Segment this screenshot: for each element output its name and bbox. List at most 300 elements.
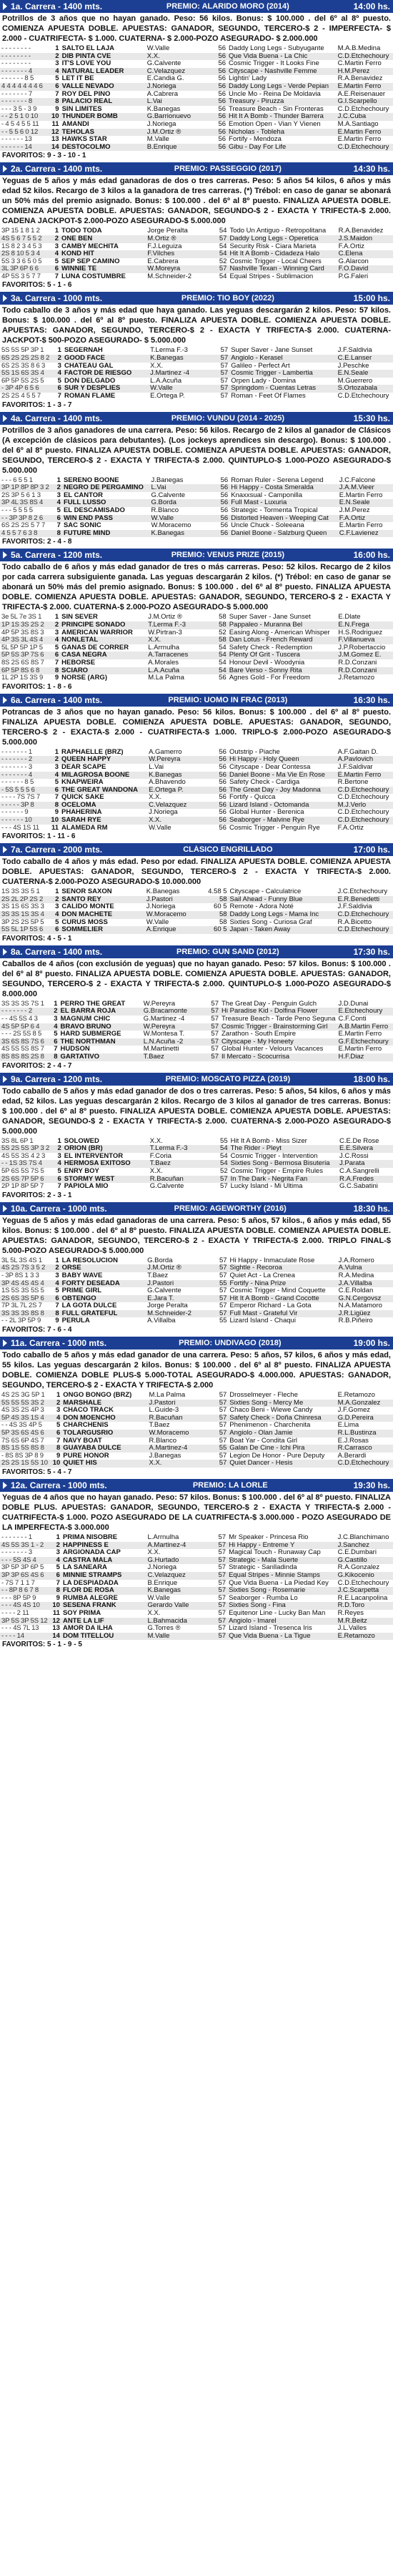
runner-form: 3P 5P 3P 6P 5 [1, 1564, 44, 1572]
runner-weight: 57 [219, 265, 227, 273]
table-row [0, 1295, 393, 1303]
table-row [0, 919, 393, 927]
runner-form: 8S 8S 8S 2S 8 [1, 1053, 44, 1061]
runners-table [0, 614, 393, 682]
runner-name: DEAR SCAPE [61, 763, 106, 771]
runner-form: - - 3P 3P 8 2 6 [1, 514, 43, 522]
runner-pedigree: Galileo - Perfect Art [231, 362, 290, 370]
table-row [0, 1023, 393, 1031]
runner-trainer: R.A.Benavidez [338, 227, 384, 235]
runner-name: ARGIONADA CAP [62, 1549, 121, 1557]
runner-name: EL BARRA ROJA [60, 1008, 116, 1016]
runner-weight: 56 [219, 801, 227, 809]
runner-weight: 56 [218, 128, 227, 136]
runner-number: 14 [52, 1632, 60, 1640]
runner-pedigree: Lizard Island - Tresenca Iris [229, 1625, 312, 1633]
runner-jockey: W.Valle [149, 824, 171, 832]
favorites-line: FAVORITOS: 2 - 3 - 1 [2, 1191, 72, 1199]
runner-pedigree: Strategic - Mala Suerte [229, 1556, 299, 1564]
runner-pedigree: Cityscape - Dear Contessa [229, 763, 311, 771]
table-row [0, 772, 393, 780]
table-row [0, 1445, 393, 1452]
runner-number: 13 [52, 1625, 60, 1633]
race-header [0, 0, 393, 13]
runner-number: 2 [54, 235, 59, 242]
runner-trainer: R.D.Conzani [338, 659, 377, 667]
runner-jockey: G.Borda [147, 1257, 173, 1264]
runner-number: 9 [56, 1594, 60, 1602]
runner-form: 5P 3S 6S 4S 6 [1, 1430, 44, 1437]
arrow-right-icon [3, 697, 7, 704]
runner-trainer: C.Martin Ferro [337, 60, 382, 68]
runner-weight: 56 [219, 824, 227, 832]
runners-table [0, 1392, 393, 1468]
runner-number: 1 [56, 1534, 60, 1541]
runner-jockey: F.J.Leguiza [147, 242, 182, 250]
table-row [0, 265, 393, 273]
runner-pedigree: Cityscape - Calculatrice [229, 888, 302, 896]
race-prize-name: PREMIO: MOSCATO PIZZA (2019) [165, 1074, 291, 1083]
table-row [0, 1302, 393, 1310]
race-section [0, 162, 393, 292]
runner-number: 1 [57, 347, 61, 355]
runner-number: 4 [54, 1023, 58, 1031]
runner-name: SOY PRIMA [62, 1609, 101, 1617]
runner-jockey: W.Valle [151, 514, 174, 522]
runner-form: 1P 1S 3S 2S 2 [1, 621, 44, 629]
runner-jockey: T.Baez [147, 1272, 169, 1279]
runner-weight: 55 [219, 1279, 227, 1287]
runner-weight: 57 [219, 1430, 227, 1437]
table-row [0, 1031, 393, 1038]
runner-pedigree: Il Mercato - Scocurrisa [222, 1053, 290, 1061]
runner-pedigree: Que Vida Buena - La Piedad Key [229, 1579, 329, 1587]
table-row [0, 1016, 393, 1023]
runner-pedigree: Angiolo - Kerasel [231, 355, 283, 363]
runner-trainer: J.C.Scarpetta [337, 1587, 379, 1595]
runner-pedigree: Fortify - Quicca [229, 794, 276, 802]
runner-pedigree: Hit It A Bomb - Cidadeza Halo [229, 250, 320, 258]
runner-number: 13 [51, 136, 59, 144]
runner-pedigree: Distorted Heaven - Weeping Cat [231, 514, 329, 522]
runner-jockey: J.Noriega [147, 1564, 177, 1572]
runner-weight: 56 [220, 522, 229, 530]
table-row [0, 1580, 393, 1588]
runner-pedigree: Daddy Long Legs - Operetica [229, 235, 319, 242]
table-row [0, 98, 393, 106]
runner-form: - - - - - - - - [1, 60, 31, 68]
runner-trainer: E.Martin Ferro [338, 1046, 382, 1053]
runner-pedigree: Equal Stripes - Minnie Stamps [229, 1571, 320, 1579]
runner-number: 8 [54, 801, 59, 809]
runner-number: 2 [54, 756, 59, 764]
runners-table [0, 749, 393, 832]
runner-form: 4P 3S 3L 4S 4 [1, 636, 44, 644]
runner-name: RAPHAELLE (BRZ) [61, 748, 124, 756]
favorites-line: FAVORITOS: 5 - 1 - 6 [2, 281, 72, 290]
runner-number: 7 [55, 90, 59, 98]
runner-jockey: W.Pereyra [143, 1000, 176, 1008]
runner-jockey: Gerardo Valle [147, 1602, 189, 1610]
runner-form: 8S 1S 5S 8S 8 [1, 1445, 44, 1452]
runner-form: - - - - - - 8 5 [1, 779, 34, 787]
runner-number: 4 [54, 771, 59, 779]
runner-weight: 56 [218, 136, 227, 144]
runner-name: GOOD FACE [64, 355, 105, 363]
runner-name: AMERICAN WARRIOR [61, 629, 133, 636]
runner-form: - - - 3 5 - 3 9 [1, 105, 37, 113]
runner-trainer: G.C.Sabatini [339, 1183, 378, 1191]
runner-pedigree: Daddy Long Legs - Verde Pepian [229, 82, 329, 90]
table-row [0, 530, 393, 538]
runner-weight: 57 [218, 1609, 227, 1617]
runner-form: 6S 2S 3S 8 6 3 [1, 362, 46, 370]
runner-weight: 57 [219, 1294, 227, 1302]
runner-name: MINNIE STRAMPS [62, 1571, 122, 1579]
runner-trainer: J.F.Saldivia [337, 347, 372, 355]
runner-form: - - 4S 5S 4 3 [1, 1016, 38, 1023]
race-time: 14:30 hs. [353, 164, 390, 174]
runners-table [0, 477, 393, 538]
runner-number: 4 [54, 250, 59, 258]
runners-table [0, 1534, 393, 1640]
table-row [0, 809, 393, 817]
runner-form: 6S 2S 2S 5 7 7 [1, 522, 46, 530]
favorites-line: FAVORITOS: 1 - 11 - 6 [2, 832, 76, 841]
runner-form: 4S 2S 7S 3 5 2 [1, 1264, 46, 1272]
runner-form: 2P 1P 8P 5P 7 [1, 1183, 44, 1191]
runner-name: SIN LIMITES [61, 105, 102, 113]
runner-name: SOLOWED [64, 1137, 99, 1145]
arrow-right-icon [3, 3, 7, 10]
runner-name: EL CANTOR [63, 491, 104, 499]
runner-jockey: M.La Palma [148, 674, 184, 682]
runner-trainer: E.Dlate [338, 614, 361, 621]
runner-pedigree: Mr Speaker - Princesa Rio [229, 1534, 309, 1541]
table-row [0, 1287, 393, 1295]
runner-jockey: J.Banegas [149, 1452, 181, 1460]
runner-trainer: E.Retamozo [337, 1392, 375, 1400]
runner-weight: 57 [220, 1183, 228, 1191]
runner-number: 7 [54, 1046, 58, 1053]
runner-name: SARAH RYE [61, 817, 101, 825]
runner-trainer: E.N.Frega [338, 621, 369, 629]
runner-trainer: A.F.Gaitan D. [337, 748, 379, 756]
runner-trainer: C.D.Etchechoury [337, 1579, 389, 1587]
race-conditions: Potrillos de 3 años ganadores de una carrera. Peso: 56 kilos. Recargo de 2 kilos al ganador de Clásicos (A excepción de clásicos para debutantes). (Los jockeys aprendices sin descargo). Bonus: $ 100.000 . del 6º al 8º puesto. FINALIZA APUESTA DOBLE. COMIENZA APUESTA DOBLE. APUESTAS: GANADOR, SEGUNDO, TERCERO-$ 2 - EXACTA Y TRIFECTA-$ 2.000. QUINTUPLO-$ 1.000-POZO ASEGURADO-$ 5.000.000 [2, 426, 391, 475]
table-row [0, 1272, 393, 1280]
runner-number: 5 [55, 918, 59, 926]
runner-trainer: R.A.Fredes [339, 1175, 374, 1183]
runner-jockey: G.Barrionuevo [146, 113, 191, 121]
runner-weight: 56 [218, 90, 227, 98]
runner-jockey: X.X. [149, 817, 162, 825]
runner-trainer: C.D.Etchechoury [337, 911, 389, 919]
runner-trainer: S.Ortozabala [337, 385, 378, 393]
runner-weight: 56 [220, 514, 229, 522]
runner-form: - - - - 14 [1, 1632, 24, 1640]
runner-number: 9 [55, 105, 59, 113]
race-conditions: Potrancas de 3 años que no hayan ganado. Peso: 56 kilos. Bonus: $ 100.000 . del 6º al 8º puesto. FINALIZA APUESTA DOBLE. COMIENZA APUESTA DOBLE. APUESTAS: GANADOR, SEGUNDO, TERCERO-$ 2 - EXACTA-$ 2.000 - CUATRIFECTA-$ 1.000. TRIPLO-$ 2.000-POZO ASEGURADO-$ 5.000.000 [2, 707, 391, 747]
runner-weight: 57 [219, 1302, 227, 1310]
race-prize-name: PREMIO: UNDIVAGO (2018) [179, 1339, 282, 1348]
runner-name: QUIET HIS [63, 1460, 97, 1468]
runner-form: 4P 5P 3S 8S 3 [1, 629, 44, 636]
runner-name: PALACIO REAL [61, 98, 113, 106]
runner-pedigree: Nicholas - Tobleha [229, 128, 284, 136]
runner-jockey: E.Ortega P. [150, 393, 185, 400]
runner-name: DESTOCOLMO [61, 143, 111, 151]
runner-trainer: A.Pavlovich [337, 756, 374, 764]
runner-pedigree: Cityscape - My Honeety [222, 1038, 294, 1046]
runner-pedigree: Treasure Beach - Tarde Peno Seguna [222, 1016, 336, 1023]
runner-jockey: C.Velazquez [149, 801, 187, 809]
table-row [0, 484, 393, 492]
runner-form: - - - 4S 1S 11 [1, 824, 39, 832]
runner-jockey: L.Guide-3 [149, 1407, 179, 1415]
runner-trainer: G.I.Scarpello [337, 98, 377, 106]
runner-weight: 54 [219, 250, 227, 258]
table-row [0, 243, 393, 251]
runner-trainer: G.N.Cergovsz [338, 1294, 382, 1302]
runner-number: 2 [55, 895, 59, 903]
runner-name: PRIMA NISOBRE [62, 1534, 118, 1541]
runner-jockey: T.Lerma F.-3 [149, 1145, 188, 1153]
runner-trainer: C.D.Etchechoury [337, 1460, 389, 1468]
table-row [0, 393, 393, 400]
runner-number: 6 [56, 1430, 61, 1437]
table-row [0, 1046, 393, 1053]
runner-trainer: G.Alarcon [338, 257, 369, 265]
table-row [0, 764, 393, 772]
runner-jockey: T.Baez [149, 1160, 171, 1168]
runner-form: - - - - - - - 4 [1, 771, 32, 779]
runner-weight: 57 [219, 1437, 227, 1445]
favorites-line: FAVORITOS: 9 - 3 - 10 - 1 [2, 152, 86, 160]
runner-pedigree: Angiolo - Olan Jamie [229, 1430, 293, 1437]
table-row [0, 1430, 393, 1437]
runner-name: TOLARGUSRIO [63, 1430, 114, 1437]
runner-name: MARSHALE [63, 1399, 102, 1407]
runner-form: - - - - - - - 1 [1, 748, 32, 756]
runner-name: BRAVO BRUNO [60, 1023, 111, 1031]
runner-weight: 56 [220, 499, 229, 507]
runner-number: 2 [57, 1145, 61, 1153]
runner-name: SANTO REY [61, 895, 101, 903]
runner-name: SALTO EL LAJA [61, 45, 114, 52]
runner-trainer: M.J.Verlo [337, 801, 367, 809]
runner-name: SUR Y DESPLIES [64, 385, 121, 393]
arrow-right-icon [3, 165, 7, 172]
runner-name: ENRY BOY [64, 1167, 99, 1175]
runner-trainer: R.L.Bustinza [337, 1430, 377, 1437]
runner-number: 4 [56, 499, 61, 507]
runner-trainer: E.Martin Ferro [337, 82, 382, 90]
runner-form: - - - - - - - 4 [1, 67, 32, 75]
runner-form: - - 4S 3S 4P 5 [1, 1422, 42, 1430]
runner-form: - 4 5 4 5 5 11 [1, 120, 39, 128]
runner-jockey: W.Valle [150, 385, 173, 393]
table-row [0, 273, 393, 281]
runner-form: 3P 5S 3P 5S 12 [1, 1617, 48, 1625]
runner-jockey: F.Vilches [147, 250, 175, 258]
runner-weight: 56 [219, 779, 227, 787]
runner-name: CHARCHENIS [63, 1422, 109, 1430]
runner-pedigree: Bare Verso - Sonny Rita [229, 667, 302, 674]
table-row [0, 1407, 393, 1415]
runner-form: - - - - - - - - [1, 52, 31, 60]
runner-jockey: G.Borda [151, 499, 176, 507]
runner-trainer: J.Retamozo [338, 674, 375, 682]
runner-name: PERRO THE GREAT [60, 1000, 126, 1008]
runner-jockey: W.Moreyra [147, 265, 181, 273]
runner-weight: 56 [218, 75, 227, 83]
race-header [0, 549, 393, 561]
runner-weight: 57 [211, 1016, 219, 1023]
runner-form: 2S 3P 5 6 1 3 [1, 491, 41, 499]
runner-form: 1S 5S 3S 5S 5 [1, 1287, 44, 1295]
runner-form: - - - 5S 4S 4 [1, 1556, 36, 1564]
runner-trainer: C.D.Etchechoury [337, 105, 389, 113]
runner-weight: 57 [218, 1571, 227, 1579]
runner-form: 5S 1S 6S 3S 4 [1, 370, 44, 378]
runner-trainer: R.Reyes [337, 1609, 364, 1617]
race-section [0, 1479, 393, 1651]
runner-form: 1S 3S 3S 5 1 [1, 888, 40, 896]
runner-number: 6 [55, 82, 59, 90]
table-row [0, 802, 393, 810]
runner-name: EL INTERVENTOR [64, 1152, 124, 1160]
runner-trainer: R.A.Benavidez [337, 75, 383, 83]
runner-jockey: G.Bracamonte [143, 1008, 187, 1016]
runner-number: 5 [54, 779, 59, 787]
runner-weight: 57 [220, 385, 229, 393]
runner-pedigree: Roman Ruler - Serena Legend [231, 476, 324, 484]
runner-form: 4 5 5 7 6 3 8 [1, 529, 38, 537]
runner-pedigree: Lightin' Lady [229, 75, 267, 83]
runner-form: - - - 4S 7L 13 [1, 1625, 39, 1633]
race-time: 15:30 hs. [353, 413, 390, 423]
runner-trainer: E.Martin Ferro [337, 771, 382, 779]
runner-number: 12 [51, 128, 59, 136]
runner-jockey: E.Cabrera [147, 257, 179, 265]
runner-pedigree: Hi Happy - Holy Queen [229, 756, 299, 764]
runner-pedigree: Sixties Song - Curiosa Graf [229, 918, 312, 926]
table-row [0, 83, 393, 91]
runner-form: 1S 8 2 3 4 5 3 [1, 242, 42, 250]
runner-pedigree: Magical Touch - Runaway Cap [229, 1549, 321, 1557]
table-row [0, 926, 393, 934]
table-row [0, 896, 393, 904]
table-row [0, 1168, 393, 1176]
runner-number: 1 [56, 1392, 61, 1400]
runner-form: - - - - - - 14 [1, 143, 32, 151]
runner-name: PAPIOLA MIO [64, 1183, 109, 1191]
race-section [0, 1073, 393, 1202]
runner-form: 4 4 4 4 4 4 4 6 [1, 82, 43, 90]
runner-pedigree: Equitenor Line - Lucky Ban Man [229, 1609, 326, 1617]
runner-trainer: E.N.Seale [339, 499, 370, 507]
runner-weight: 57 [211, 1000, 219, 1008]
race-header [0, 1337, 393, 1350]
runner-form: 3L 3P 6P 6 6 [1, 265, 39, 273]
runner-trainer: R.A.Bicetto [337, 918, 372, 926]
runner-trainer: M.Guerrero [337, 377, 373, 385]
runners-table [0, 45, 393, 151]
runner-weight: 52 [220, 1167, 228, 1175]
table-row [0, 227, 393, 235]
race-header [0, 1073, 393, 1086]
runner-name: NONLETAL [61, 636, 99, 644]
table-row [0, 75, 393, 83]
runner-name: GUAYABA DULCE [63, 1445, 121, 1452]
runner-jockey: W.Montesa T. [143, 1031, 185, 1038]
runner-trainer: A.Berardi [337, 1452, 367, 1460]
runner-name: CURUS MOSS [61, 918, 108, 926]
table-row [0, 370, 393, 378]
runner-pedigree: Angiolo - Imarel [229, 1617, 277, 1625]
race-time: 19:30 hs. [353, 1480, 390, 1490]
race-number-distance: 3a. Carrera - 1000 mts. [11, 293, 103, 304]
runner-jockey: X.X. [149, 1460, 162, 1468]
runner-number: 4 [54, 636, 59, 644]
race-conditions: Potrillos de 3 años que no hayan ganado. Peso: 56 kilos. Bonus: $ 100.000 . del 6º al 8º puesto. COMIENZA APUESTA DOBLE. APUESTAS: GANADOR, SEGUNDO, TERCERO-$ 2 - IMPERFECTA- $ 2.000 - CUATRIFECTA- $ 1.000. CUATERNA- $ 2.000-POZO ASEGURADO- $ 2.000.000 [2, 14, 391, 43]
runner-name: CASA NEGRA [61, 652, 107, 659]
runner-jockey: Jorge Peralta [147, 1302, 188, 1310]
race-section [0, 412, 393, 549]
runner-weight: 56 [218, 60, 227, 68]
runner-trainer: H.M.Perez [337, 67, 370, 75]
race-prize-name: PREMIO: PASSEGGIO (2017) [174, 164, 282, 174]
runner-number: 14 [51, 143, 59, 151]
table-row [0, 144, 393, 152]
runner-jockey: J.Noriega [146, 903, 176, 911]
runner-pedigree: Drosselmeyer - Fleche [229, 1392, 298, 1400]
runner-weight: 56 [219, 748, 227, 756]
runner-number: 6 [55, 1294, 59, 1302]
runner-pedigree: Treasury - Piruzza [229, 98, 284, 106]
runner-weight: 57 [220, 370, 229, 378]
runner-pedigree: Seaborger - Malvine Rye [229, 817, 305, 825]
runner-number: 5 [56, 1564, 60, 1572]
race-conditions: Yeguas de 5 años y más edad ganadoras de una carrera. Peso: 5 años, 57 kilos., 6 años y más edad, 55 kilos. Bonus: $ 100.000 . del 6º al 8º puesto. FINALIZA APUESTA DOBLE. COMIENZA APUESTA DOBLE. APUESTAS: GANADOR, SEGUNDO, TERCERO-$ 2 - EXACTA Y TRIFECTA-$ 2.000. TRIPLO FINAL-$ 5.000-POZO ASEGURADO-$ 5.000.000 [2, 1216, 391, 1255]
table-row [0, 91, 393, 99]
table-row [0, 1618, 393, 1626]
runner-jockey: A.Martinez-4 [147, 1541, 186, 1549]
runner-form: 6P 5P 8S 6 8 [1, 667, 40, 674]
runner-name: MAGNUM CHIC [60, 1016, 111, 1023]
runner-number: 2 [56, 1541, 60, 1549]
table-row [0, 614, 393, 621]
runner-form: - - - 4S 4S 10 [1, 1602, 40, 1610]
table-row [0, 749, 393, 757]
runner-pedigree: Cosmic Trigger - It Looks Fine [229, 60, 319, 68]
runner-jockey: T.Lerma F.-3 [148, 621, 186, 629]
runner-jockey: A.Morales [148, 659, 179, 667]
runner-form: 4S 5S 3S 1 - 2 [1, 1541, 44, 1549]
runner-name: ORION (BR) [64, 1145, 103, 1153]
runner-weight: 58 [219, 895, 227, 903]
runner-form: - 5S 5 5 5 6 [1, 786, 35, 794]
runner-jockey: W.Moracemo [149, 1430, 189, 1437]
favorites-line: FAVORITOS: 2 - 4 - 7 [2, 1061, 72, 1070]
table-row [0, 492, 393, 500]
runner-name: THE GREAT WANDONA [61, 786, 138, 794]
runner-form: 7P 3L 7L 2S 7 [1, 1302, 42, 1310]
runner-number: 3 [55, 903, 59, 911]
runner-trainer: P.G.Faleri [338, 272, 369, 280]
runner-number: 8 [56, 1587, 60, 1595]
